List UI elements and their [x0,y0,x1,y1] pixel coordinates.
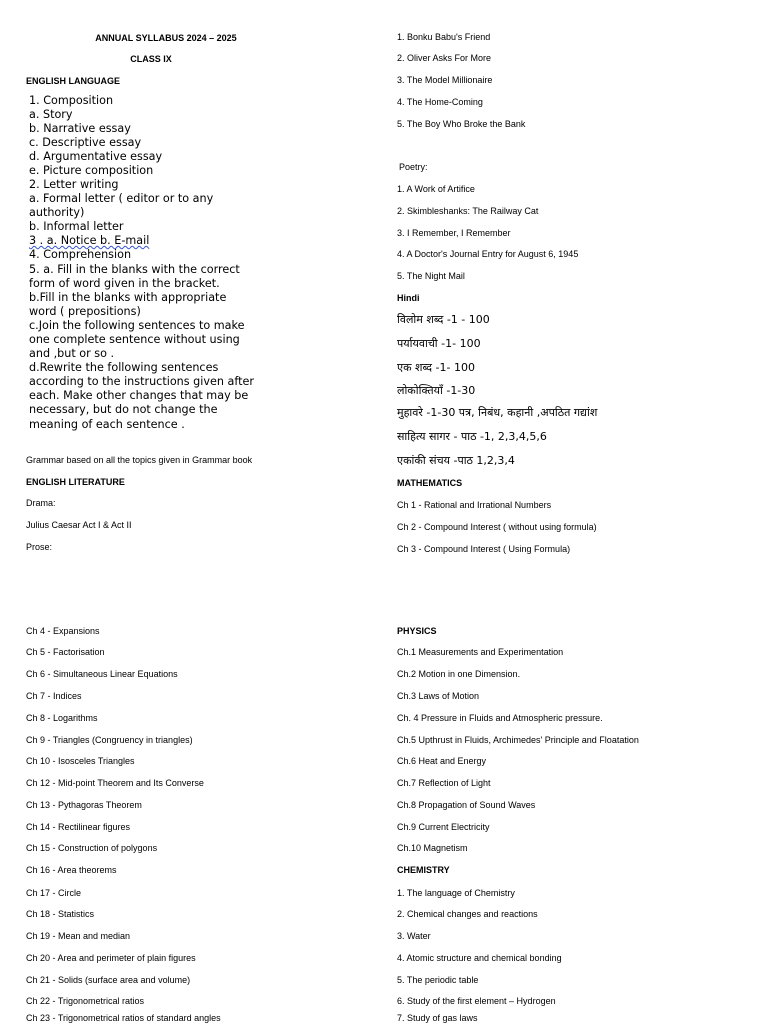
list-item: Ch 8 - Logarithms [26,713,98,723]
hindi-heading: Hindi [397,293,420,303]
list-item: a. Formal letter ( editor or to any [29,192,214,205]
list-item: Ch 12 - Mid-point Theorem and Its Converse [26,778,204,788]
list-item: Ch.5 Upthrust in Fluids, Archimedes' Principle and Floatation [397,735,639,745]
grammar-note: Grammar based on all the topics given in Grammar book [26,455,253,465]
list-item: b.Fill in the blanks with appropriate [29,291,227,304]
list-item: b. Informal letter [29,220,124,233]
list-item: 6. Study of the first element – Hydrogen [397,996,556,1006]
list-item: Ch 18 - Statistics [26,909,95,919]
list-item: 1. The language of Chemistry [397,888,515,898]
list-item: Ch.8 Propagation of Sound Waves [397,800,536,810]
drama-text: Julius Caesar Act I & Act II [26,520,132,530]
list-item: Ch 7 - Indices [26,691,82,701]
list-item: विलोम शब्द -1 - 100 [397,313,490,326]
list-item: 5. The Boy Who Broke the Bank [397,119,526,129]
list-item: 2. Skimbleshanks: The Railway Cat [397,206,539,216]
list-item: necessary, but do not change the [29,403,218,416]
english-literature-heading: ENGLISH LITERATURE [26,477,125,487]
list-item: Ch 10 - Isosceles Triangles [26,756,135,766]
list-item: एकांकी संचय -पाठ 1,2,3,4 [397,454,515,467]
list-item: 2. Letter writing [29,178,119,191]
list-item: one complete sentence without using [29,333,240,346]
list-item: Ch 16 - Area theorems [26,865,117,875]
list-item: word ( prepositions) [29,305,141,318]
list-item: 4. Atomic structure and chemical bonding [397,953,562,963]
list-item: 2. Chemical changes and reactions [397,909,538,919]
list-item: Ch 21 - Solids (surface area and volume) [26,975,191,985]
list-item: Ch 14 - Rectilinear figures [26,822,131,832]
list-item: साहित्य सागर - पाठ -1, 2,3,4,5,6 [397,430,547,443]
list-item: according to the instructions given after [29,375,254,388]
list-item: Ch.2 Motion in one Dimension. [397,669,521,679]
list-item: Ch.10 Magnetism [397,843,468,853]
list-item: Ch 20 - Area and perimeter of plain figures [26,953,196,963]
list-item: Ch 22 - Trigonometrical ratios [26,996,145,1006]
list-item: Ch.1 Measurements and Experimentation [397,647,564,657]
drama-label: Drama: [26,498,56,508]
list-item: Ch.6 Heat and Energy [397,756,487,766]
class-label: CLASS IX [130,54,172,64]
list-item: each. Make other changes that may be [29,389,249,402]
list-item: Ch.3 Laws of Motion [397,691,480,701]
list-item: authority) [29,206,85,219]
list-item: e. Picture composition [29,164,154,177]
list-item: Ch 5 - Factorisation [26,647,105,657]
list-item: Ch 4 - Expansions [26,626,100,636]
list-item: Ch. 4 Pressure in Fluids and Atmospheric pressure. [397,713,603,723]
list-item: Ch 1 - Rational and Irrational Numbers [397,500,552,510]
list-item: Ch.9 Current Electricity [397,822,490,832]
list-item: 4. The Home-Coming [397,97,483,107]
physics-heading: PHYSICS [397,626,437,636]
list-item: Ch 19 - Mean and median [26,931,131,941]
chemistry-heading: CHEMISTRY [397,865,450,875]
list-item: 4. A Doctor's Journal Entry for August 6, 1945 [397,249,579,259]
list-item: 1. Composition [29,94,114,107]
list-item: and ,but or so . [29,347,115,360]
list-item: पर्यायवाची -1- 100 [397,337,481,350]
list-item: Ch 9 - Triangles (Congruency in triangles) [26,735,193,745]
list-item: 1. A Work of Artifice [397,184,475,194]
list-item: 4. Comprehension [29,248,132,261]
list-item: Ch 17 - Circle [26,888,82,898]
list-item: 5. The periodic table [397,975,479,985]
list-item: 3. The Model Millionaire [397,75,493,85]
list-item: 3 . a. Notice b. E-mail [29,234,150,247]
list-item: 3. I Remember, I Remember [397,228,511,238]
list-item: Ch 2 - Compound Interest ( without using formula) [397,522,597,532]
list-item: 2. Oliver Asks For More [397,53,492,63]
list-item: 5. The Night Mail [397,271,465,281]
list-item: Ch.7 Reflection of Light [397,778,491,788]
list-item: Ch 13 - Pythagoras Theorem [26,800,142,810]
list-item: लोकोक्तियाँ -1-30 [397,384,476,397]
list-item: b. Narrative essay [29,122,131,135]
mathematics-heading: MATHEMATICS [397,478,463,488]
list-item: 7. Study of gas laws [397,1013,478,1023]
list-item: d.Rewrite the following sentences [29,361,219,374]
list-item: एक शब्द -1- 100 [397,361,475,374]
list-item: Ch 15 - Construction of polygons [26,843,158,853]
list-item: meaning of each sentence . [29,418,185,431]
list-item: Ch 3 - Compound Interest ( Using Formula) [397,544,571,554]
list-item: form of word given in the bracket. [29,277,220,290]
list-item: Ch 23 - Trigonometrical ratios of standard angles [26,1013,221,1023]
document-title: ANNUAL SYLLABUS 2024 – 2025 [95,33,237,43]
list-item: 1. Bonku Babu's Friend [397,32,491,42]
list-item: मुहावरे -1-30 पत्र, निबंध, कहानी ,अपठित गद्यांश [397,406,598,419]
list-item: c. Descriptive essay [29,136,142,149]
list-item: Ch 6 - Simultaneous Linear Equations [26,669,178,679]
poetry-label: Poetry: [399,162,428,172]
english-language-heading: ENGLISH LANGUAGE [26,76,121,86]
list-item: a. Story [29,108,73,121]
list-item: c.Join the following sentences to make [29,319,245,332]
prose-label: Prose: [26,542,53,552]
list-item: d. Argumentative essay [29,150,163,163]
list-item: 5. a. Fill in the blanks with the correct [29,263,240,276]
list-item: 3. Water [397,931,431,941]
